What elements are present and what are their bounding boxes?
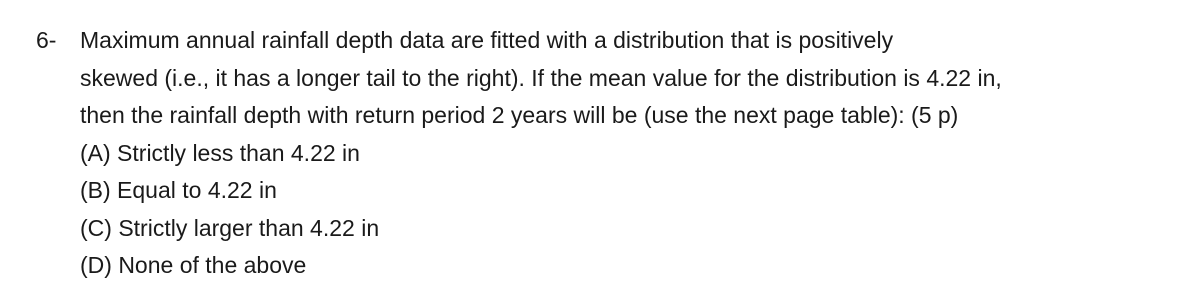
option-d: (D) None of the above [80,252,307,278]
question-number: 6- [36,27,57,53]
option-b: (B) Equal to 4.22 in [80,177,277,203]
question-stem-line-2: skewed (i.e., it has a longer tail to the right). If the mean value for the distribution is 4.22 in, [80,64,1002,91]
option-a: (A) Strictly less than 4.22 in [80,139,360,166]
question-stem-line-1: Maximum annual rainfall depth data are fitted with a distribution that is positively [80,27,894,53]
option-c: (C) Strictly larger than 4.22 in [80,214,380,241]
answer-options [80,135,1180,285]
question-body [80,22,1180,285]
question-stem-line-3: then the rainfall depth with return period 2 years will be (use the next page table): (5 p) [80,102,959,128]
